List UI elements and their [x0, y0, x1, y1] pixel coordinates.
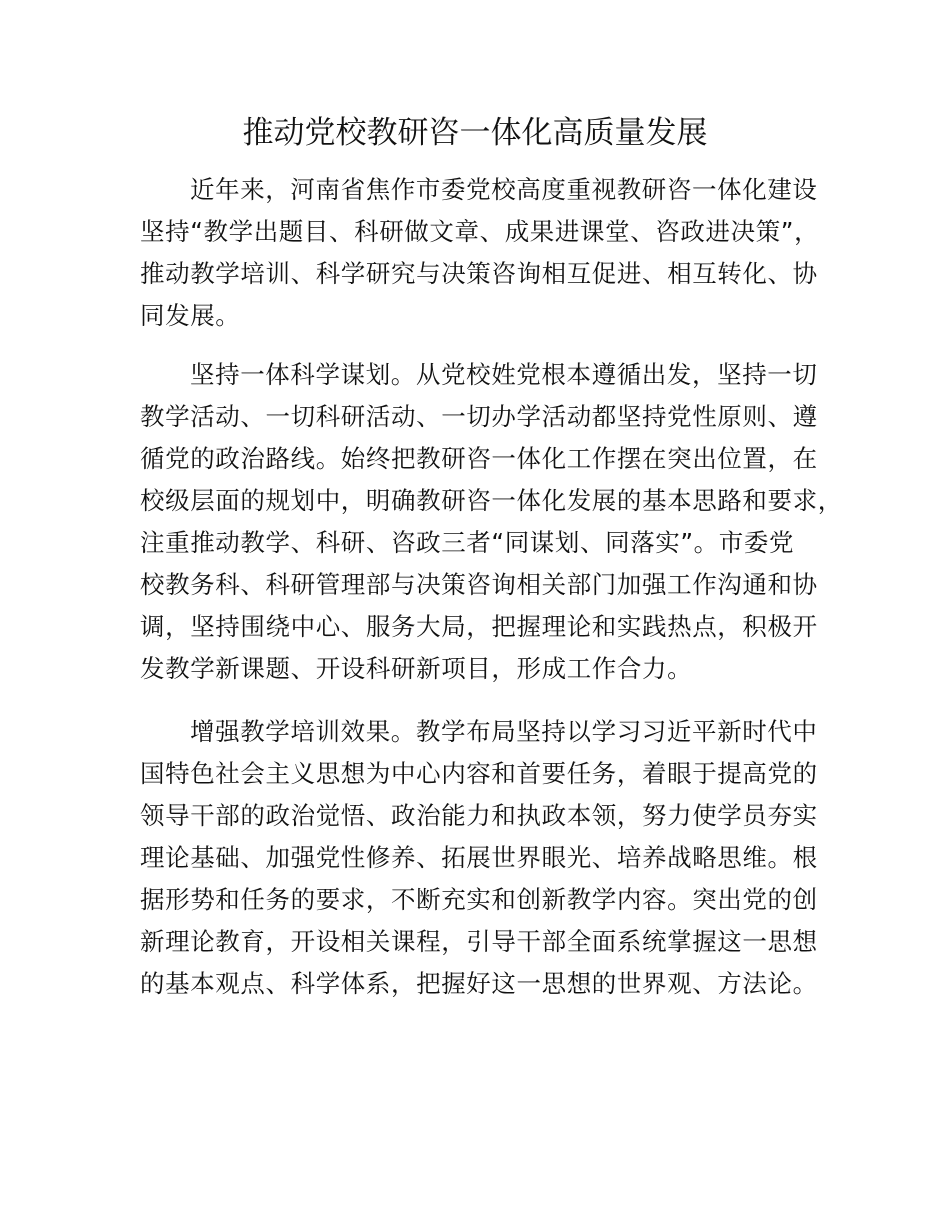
paragraph-line: 增强教学培训效果。教学布局坚持以学习习近平新时代中 — [190, 717, 818, 746]
paragraph-line: 校级层面的规划中，明确教研咨一体化发展的基本思路和要求， — [140, 486, 843, 515]
paragraph-line: 据形势和任务的要求，不断充实和创新教学内容。突出党的创 — [140, 885, 818, 914]
document-title: 推动党校教研咨一体化高质量发展 — [242, 115, 708, 151]
paragraph-line: 循党的政治路线。始终把教研咨一体化工作摆在突出位置，在 — [140, 444, 818, 473]
paragraph-line: 的基本观点、科学体系，把握好这一思想的世界观、方法论。 — [140, 969, 818, 998]
paragraph-line: 新理论教育，开设相关课程，引导干部全面系统掌握这一思想 — [140, 927, 818, 956]
paragraph-line: 推动教学培训、科学研究与决策咨询相互促进、相互转化、协 — [140, 259, 818, 288]
paragraph-teaching — [140, 711, 840, 1005]
paragraph-line: 发教学新课题、开设科研新项目，形成工作合力。 — [140, 654, 693, 683]
paragraph-line: 同发展。 — [140, 301, 241, 330]
paragraph-line: 调，坚持围绕中心、服务大局，把握理论和实践热点，积极开 — [140, 612, 818, 641]
paragraph-line: 近年来，河南省焦作市委党校高度重视教研咨一体化建设 — [190, 175, 818, 204]
paragraph-line: 教学活动、一切科研活动、一切办学活动都坚持党性原则、遵 — [140, 402, 818, 431]
paragraph-line: 国特色社会主义思想为中心内容和首要任务，着眼于提高党的 — [140, 759, 818, 788]
paragraph-planning — [140, 354, 843, 690]
paragraph-line: 坚持“教学出题目、科研做文章、成果进课堂、咨政进决策”， — [140, 217, 820, 246]
paragraph-line: 注重推动教学、科研、咨政三者“同谋划、同落实”。市委党 — [140, 528, 795, 557]
paragraph-line: 校教务科、科研管理部与决策咨询相关部门加强工作沟通和协 — [140, 570, 818, 599]
paragraph-line: 理论基础、加强党性修养、拓展世界眼光、培养战略思维。根 — [140, 843, 818, 872]
paragraph-line: 领导干部的政治觉悟、政治能力和执政本领，努力使学员夯实 — [140, 801, 818, 830]
paragraph-intro — [140, 169, 840, 337]
paragraph-line: 坚持一体科学谋划。从党校姓党根本遵循出发，坚持一切 — [190, 360, 818, 389]
